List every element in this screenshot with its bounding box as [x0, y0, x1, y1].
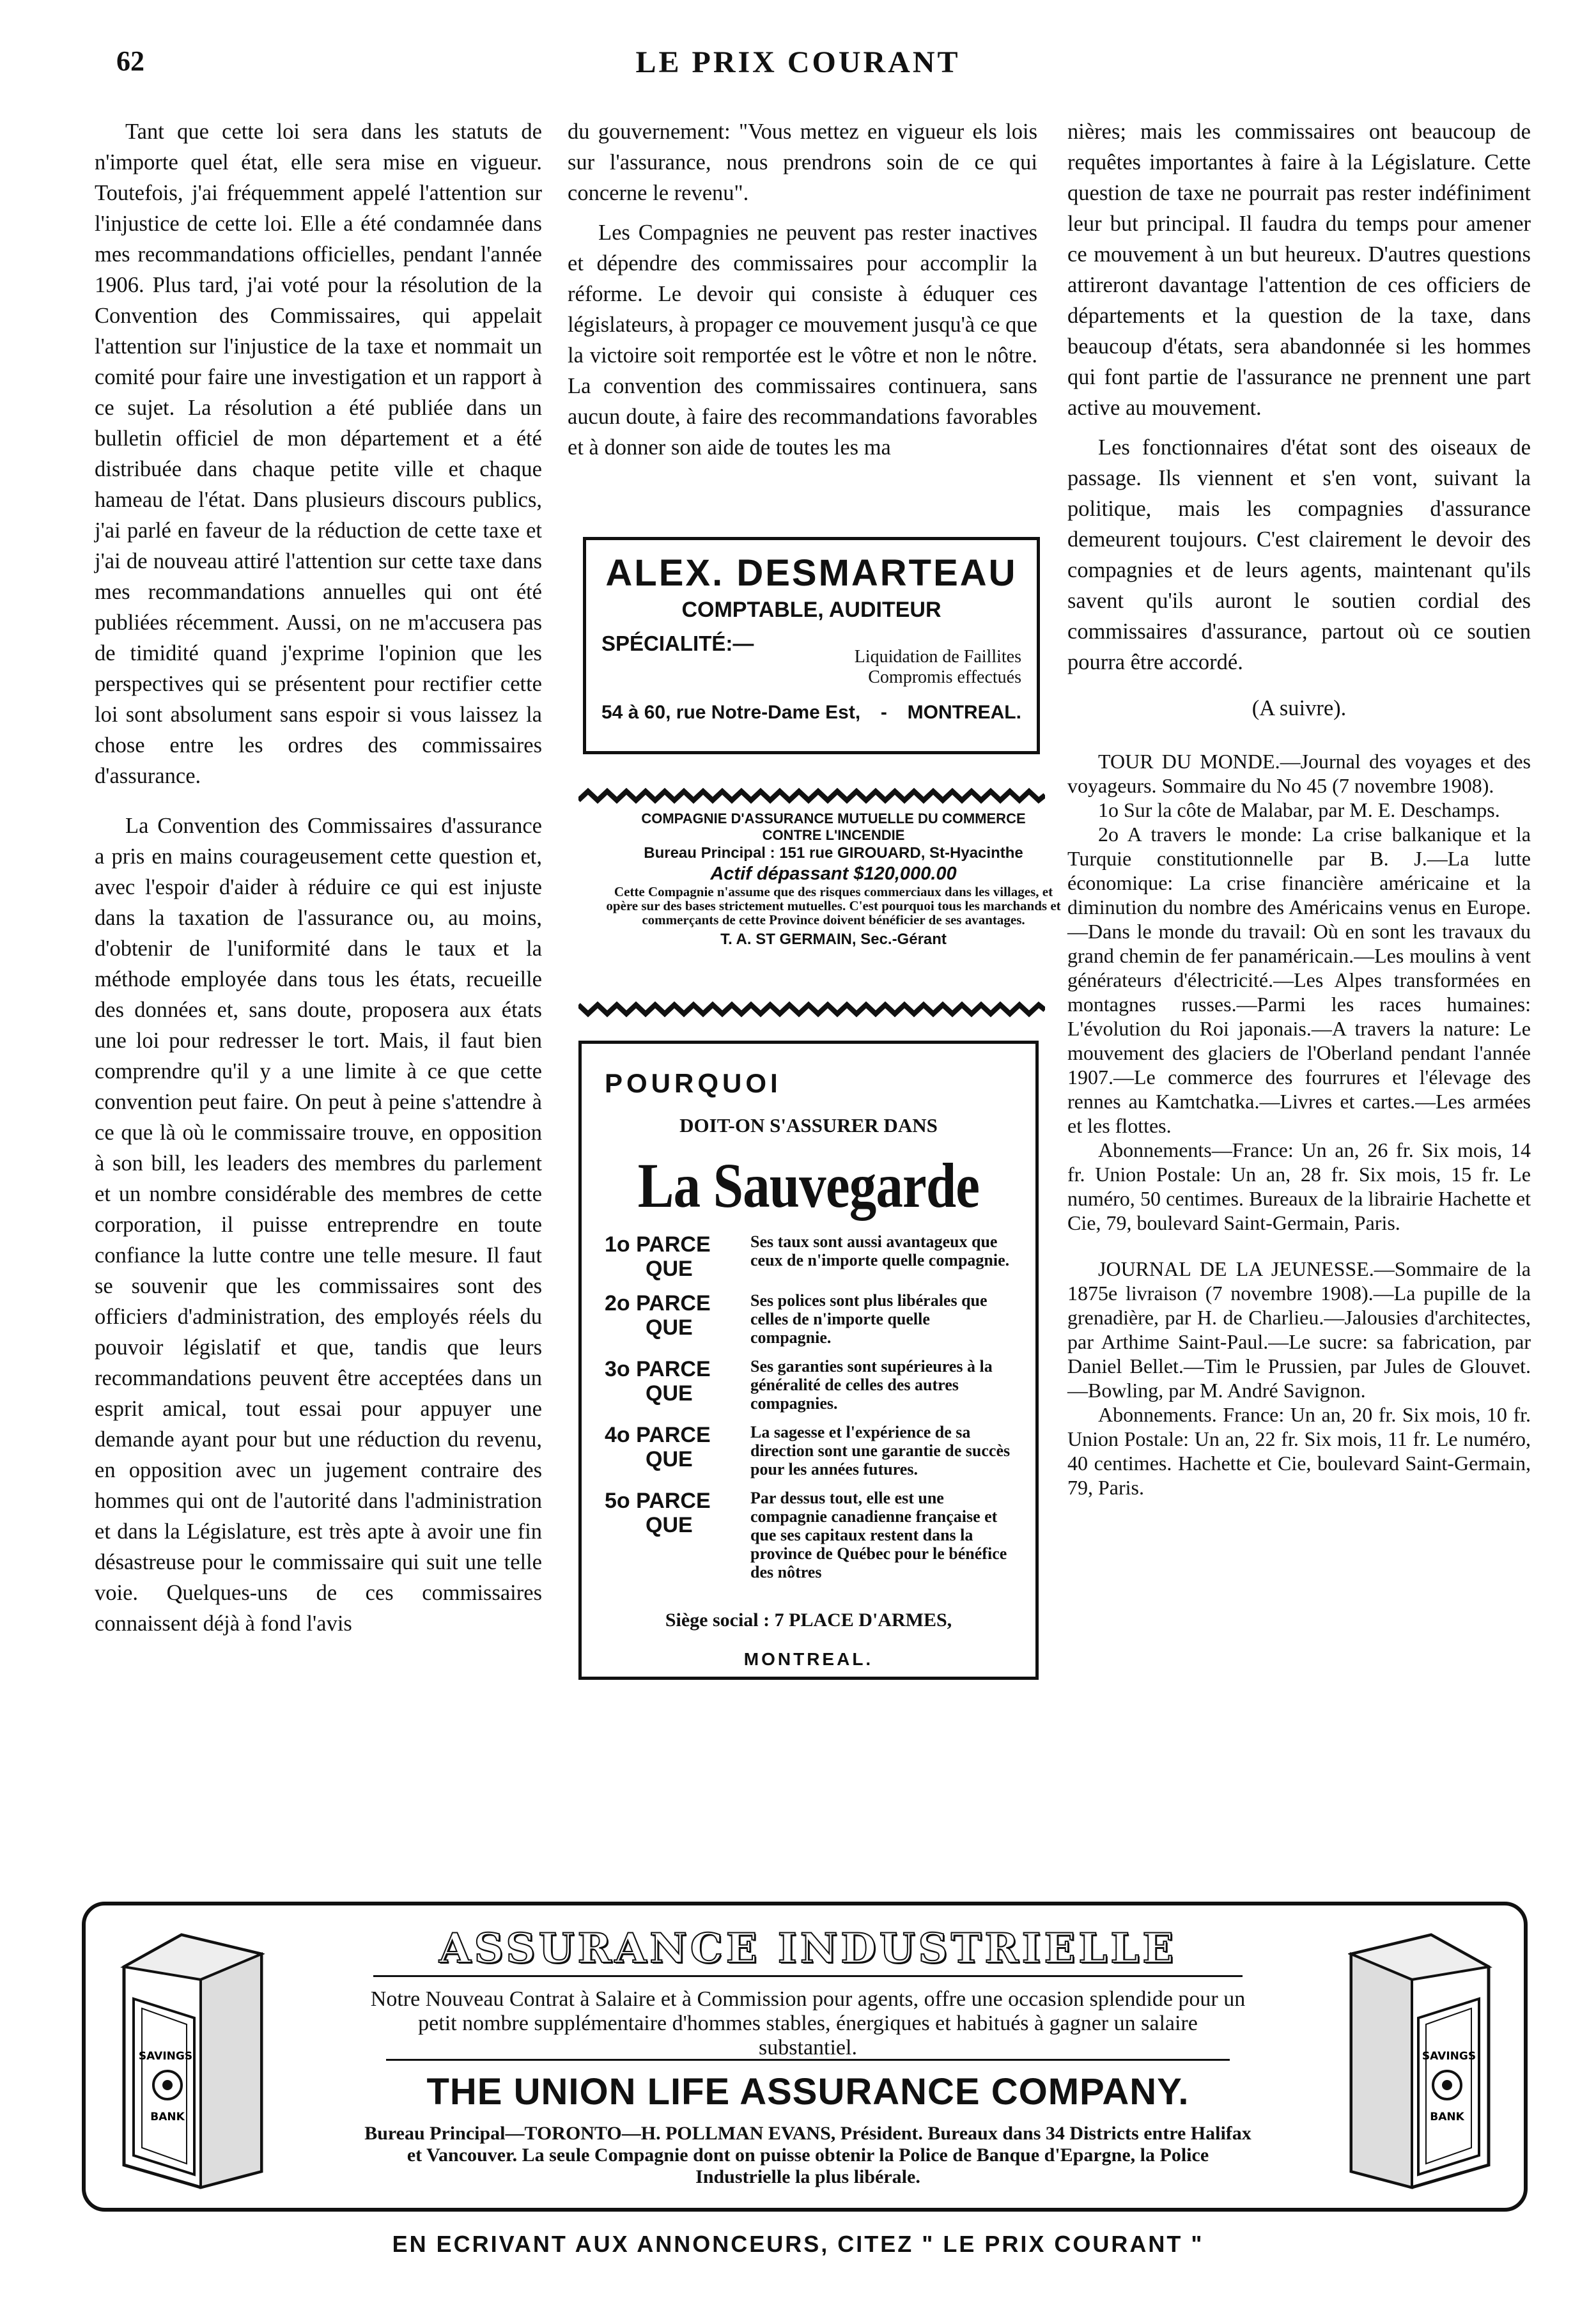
- paragraph: TOUR DU MONDE.—Journal des voyages et des voyageurs. Sommaire du No 45 (7 novembre 1908).: [1067, 750, 1531, 797]
- ad-dash: -: [880, 702, 887, 723]
- ad-union-life: [82, 1902, 1528, 2212]
- ad-city: MONTREAL.: [907, 702, 1021, 723]
- paragraph: Abonnements—France: Un an, 26 fr. Six mois, 14 fr. Union Postale: Un an, 28 fr. Six mois, 15 fr. Le numéro, 50 centimes. Bureaux de la librairie Hachette et Cie, 79, boulevard Saint-Germain, Paris.: [1067, 1138, 1531, 1234]
- safe-label-top: SAVINGS: [1422, 2050, 1476, 2063]
- zigzag-border-bottom: [578, 1001, 1045, 1018]
- reason-number: 1o PARCE: [605, 1232, 711, 1257]
- review-notices: [1067, 749, 1531, 1500]
- reason-row: [605, 1423, 1012, 1478]
- ad-actif: Actif dépassant $120,000.00: [710, 864, 957, 884]
- ad-address: 54 à 60, rue Notre-Dame Est,: [601, 702, 861, 723]
- paragraph: Les fonctionnaires d'état sont des oiseaux de passage. Ils viennent et s'en vont, suivant la politique, mais les compagnies d'assurance demeurent toujours. C'est clairement le devoir des compagnies et de leurs agents, maintenant qu'ils savent qu'ils auront le soutien cordial des commissaires d'assurance, partout où ce soutien pourra être accordé.: [1067, 435, 1531, 674]
- reason-text: Ses taux sont aussi avantageux que ceux de n'importe quelle compagnie.: [750, 1232, 1010, 1269]
- page-number: 62: [116, 45, 144, 77]
- ad-siege: Siège social : 7 PLACE D'ARMES,: [665, 1610, 952, 1631]
- ad-item: Liquidation de Faillites: [854, 647, 1021, 667]
- paragraph: Abonnements. France: Un an, 20 fr. Six mois, 10 fr. Union Postale: Un an, 22 fr. Six mois, 11 fr. Le numéro, 40 centimes. Hachette et Cie, boulevard Saint-Germain, 79, Paris.: [1067, 1403, 1531, 1499]
- ad-subtitle: COMPTABLE, AUDITEUR: [681, 598, 941, 622]
- reason-number: 5o PARCE: [605, 1489, 711, 1513]
- journal-title: LE PRIX COURANT: [635, 45, 961, 79]
- reason-que: QUE: [646, 1513, 693, 1537]
- footer-notice: EN ECRIVANT AUX ANNONCEURS, CITEZ " LE PRIX COURANT ": [392, 2231, 1204, 2257]
- company-name: THE UNION LIFE ASSURANCE COMPANY.: [426, 2071, 1189, 2113]
- reason-que: QUE: [646, 1315, 693, 1340]
- ad-signature: T. A. ST GERMAIN, Sec.-Gérant: [720, 931, 947, 948]
- reason-row: [605, 1291, 1012, 1347]
- reason-que: QUE: [646, 1381, 693, 1406]
- ad-city: MONTREAL.: [743, 1649, 874, 1669]
- reason-text: La sagesse et l'expérience de sa direction sont une garantie de succès pour les années futures.: [750, 1423, 1011, 1478]
- ad-mutuelle: [578, 787, 1089, 1036]
- paragraph: du gouvernement: "Vous mettez en vigueur els lois sur l'assurance, nous prendrons soin de ce qui concerne le revenu".: [568, 120, 1037, 205]
- safe-label-top: SAVINGS: [138, 2050, 193, 2063]
- paragraph: nières; mais les commissaires ont beaucoup de requêtes importantes à faire à la Législature. Cette question de taxe ne pourrait pas rester indéfiniment leur but principal. Il faudra du temps pour amener ce mouvement à un but heureux. D'autres questions attireront davantage l'attention de ces officiers de départements et la question de la taxe, dans beaucoup d'états, sera abandonnée si les hommes qui font partie de l'assurance ne prennent une part active au mouvement.: [1067, 120, 1531, 420]
- paragraph: 2o A travers le monde: La crise balkanique et la Turquie constitutionnelle par B. J.—La lutte économique: La crise financière américaine et la diminution du nombre des Américains venus en Europe.—Dans le monde du travail: Où en sont les travaux du grand chemin de fer panaméricain.—Les moulins à vent générateurs d'électricité.—Les Alpes transformées en montagnes russes.—Parmi les races humaines: L'évolution du Roi japonais.—A travers la nature: Le mouvement des glaciers de l'Oberland pendant l'année 1907.—Le commerce des fourrures et l'élevage des rennes au Kamtchatka.—Livres et cartes.—Les armées et les flottes.: [1067, 823, 1531, 1137]
- paragraph: La Convention des Commissaires d'assurance a pris en mains courageusement cette question et, avec l'espoir d'aider à réduire ce qui est injuste dans la taxation de l'assurance ou, au moins, d'obtenir de l'uniformité dans le taux et la méthode employée dans tous les états, recueille des données et, sans doute, proposera aux états une loi pour redresser le tort. Mais, il faut bien comprendre qu'il y a une limite à ce que cette convention peut faire. On peut à peine s'attendre à ce que là où le commissaire trouve, en opposition à son bill, les leaders des membres du parlement et un nombre considérable des membres de cette corporation, il puisse entreprendre en toute confiance la lutte contre une telle mesure. Il faut se souvenir que les commissaires sont des officiers d'administration, des employés réels du pouvoir législatif et que, tandis que leurs recommandations peuvent être acceptées dans un esprit amical, tout essai pour appuyer une demande ayant pour but une réduction du revenu, en opposition avec un jugement contraire des hommes qui ont de l'autorité dans l'administration et dans la Législature, est très apte à avoir une fin désastreuse pour le commissaire qui suit une telle voie. Quelques-uns de ces commissaires connaissent déjà à fond l'avis: [95, 814, 542, 1636]
- ad-specialite: SPÉCIALITÉ:—: [601, 632, 754, 655]
- paragraph: JOURNAL DE LA JEUNESSE.—Sommaire de la 1875e livraison (7 novembre 1908).—La pupille de la grenadière, par H. de Charlieu.—Jalousies d'architectes, par Arthime Saint-Paul.—Le sucre: sa fabrication, par Daniel Bellet.—Tim le Prussien, par Jules de Glouvet.—Bowling, par M. André Savignon.: [1067, 1257, 1531, 1402]
- a-suivre: (A suivre).: [1251, 696, 1347, 720]
- reason-text: Ses polices sont plus libérales que celles de n'importe quelle compagnie.: [750, 1291, 988, 1347]
- ad-name-2: CONTRE L'INCENDIE: [762, 827, 905, 843]
- reason-number: 4o PARCE: [605, 1423, 711, 1447]
- reason-row: [605, 1232, 1012, 1281]
- ad-doit-on: DOIT-ON S'ASSURER DANS: [679, 1114, 938, 1137]
- safe-label-bottom: BANK: [1430, 2111, 1464, 2123]
- ad-pourquoi: POURQUOI: [605, 1068, 782, 1098]
- reason-number: 3o PARCE: [605, 1357, 711, 1381]
- ad-bureau: Bureau Principal : 151 rue GIROUARD, St-Hyacinthe: [644, 844, 1023, 862]
- ad-name: ALEX. DESMARTEAU: [605, 552, 1018, 594]
- ad-title: ASSURANCE INDUSTRIELLE: [373, 1925, 1243, 1977]
- ad-desmarteau: [583, 537, 1040, 754]
- ad-bureau: Bureau Principal—TORONTO—H. POLLMAN EVANS, Président. Bureaux dans 34 Districts entre Halifax et Vancouver. La seule Compagnie dont on puisse obtenir la Police de Banque d'Epargne, la Police Industrielle la plus libérale.: [364, 2123, 1251, 2187]
- reason-que: QUE: [646, 1257, 693, 1281]
- reason-number: 2o PARCE: [605, 1291, 711, 1315]
- reason-row: [605, 1489, 1012, 1581]
- ad-sauvegarde: [578, 1041, 1039, 1680]
- running-head: [0, 45, 1596, 83]
- paragraph: Les Compagnies ne peuvent pas rester inactives et dépendre des commissaires pour accomplir la réforme. Le devoir qui consiste à éduquer ces législateurs, à propager ce mouvement jusqu'à ce que la victoire soit remportée est le vôtre et non le nôtre. La convention des commissaires continuera, sans aucun doute, à faire des recommandations favorables et à donner son aide de toutes les ma: [568, 221, 1037, 460]
- safe-label-bottom: BANK: [150, 2111, 185, 2123]
- zigzag-border-top: [578, 787, 1045, 804]
- ad-description: Cette Compagnie n'assume que des risques commerciaux dans les villages, et opère sur des bases strictement mutuelles. C'est pourquoi tous les marchands et commerçants de cette Province doivent bénéficier de ses avantages.: [606, 884, 1061, 927]
- article-column-2: [568, 116, 1037, 463]
- ad-item: Compromis effectués: [868, 667, 1021, 687]
- ad-title: La Sauvegarde: [637, 1150, 980, 1221]
- article-column-1: [95, 116, 542, 1639]
- ad-offer: Notre Nouveau Contrat à Salaire et à Commission pour agents, offre une occasion splendide pour un petit nombre supplémentaire d'hommes stables, énergiques et habitués à gagner un salaire substantiel.: [370, 1987, 1246, 2060]
- reason-text: Par dessus tout, elle est une compagnie canadienne française et que ses capitaux restent dans la province de Québec pour le bénéfice des nôtres: [750, 1489, 1007, 1581]
- reason-text: Ses garanties sont supérieures à la généralité de celles des autres compagnies.: [750, 1357, 993, 1413]
- reason-que: QUE: [646, 1447, 693, 1471]
- reason-row: [605, 1357, 1012, 1413]
- divider: [386, 2059, 1230, 2061]
- ad-name: COMPAGNIE D'ASSURANCE MUTUELLE DU COMMERCE: [641, 811, 1026, 826]
- savings-bank-safe-icon: [1348, 1928, 1508, 2191]
- paragraph: 1o Sur la côte de Malabar, par M. E. Deschamps.: [1098, 798, 1500, 821]
- article-column-3: [1067, 116, 1531, 1500]
- savings-bank-safe-icon: [105, 1928, 265, 2191]
- paragraph: Tant que cette loi sera dans les statuts de n'importe quel état, elle sera mise en vigueur. Toutefois, j'ai fréquemment appelé l'attention sur l'injustice de cette loi. Elle a été condamnée dans mes recommandations officielles, pendant l'année 1906. Plus tard, j'ai voté pour la résolution de la Convention des Commissaires, qui appelait l'attention sur l'injustice de la taxe et nommait un comité pour faire une investigation et un rapport à ce sujet. La résolution a été publiée dans un bulletin officiel de mon département et a été distribuée dans chaque petite ville et chaque hameau de l'état. Dans plusieurs discours publics, j'ai parlé en faveur de la réduction de cette taxe et j'ai de nouveau attiré l'attention sur cette taxe dans mes recommandations annuelles qui ont été publiées récemment. Aussi, on ne m'accusera pas de timidité quand j'exprime l'opinion que les perspectives qui se présentent pour rectifier cette loi sont absolument sans espoir si vous laissez la chose entre les ordres des commissaires d'assurance.: [95, 120, 542, 788]
